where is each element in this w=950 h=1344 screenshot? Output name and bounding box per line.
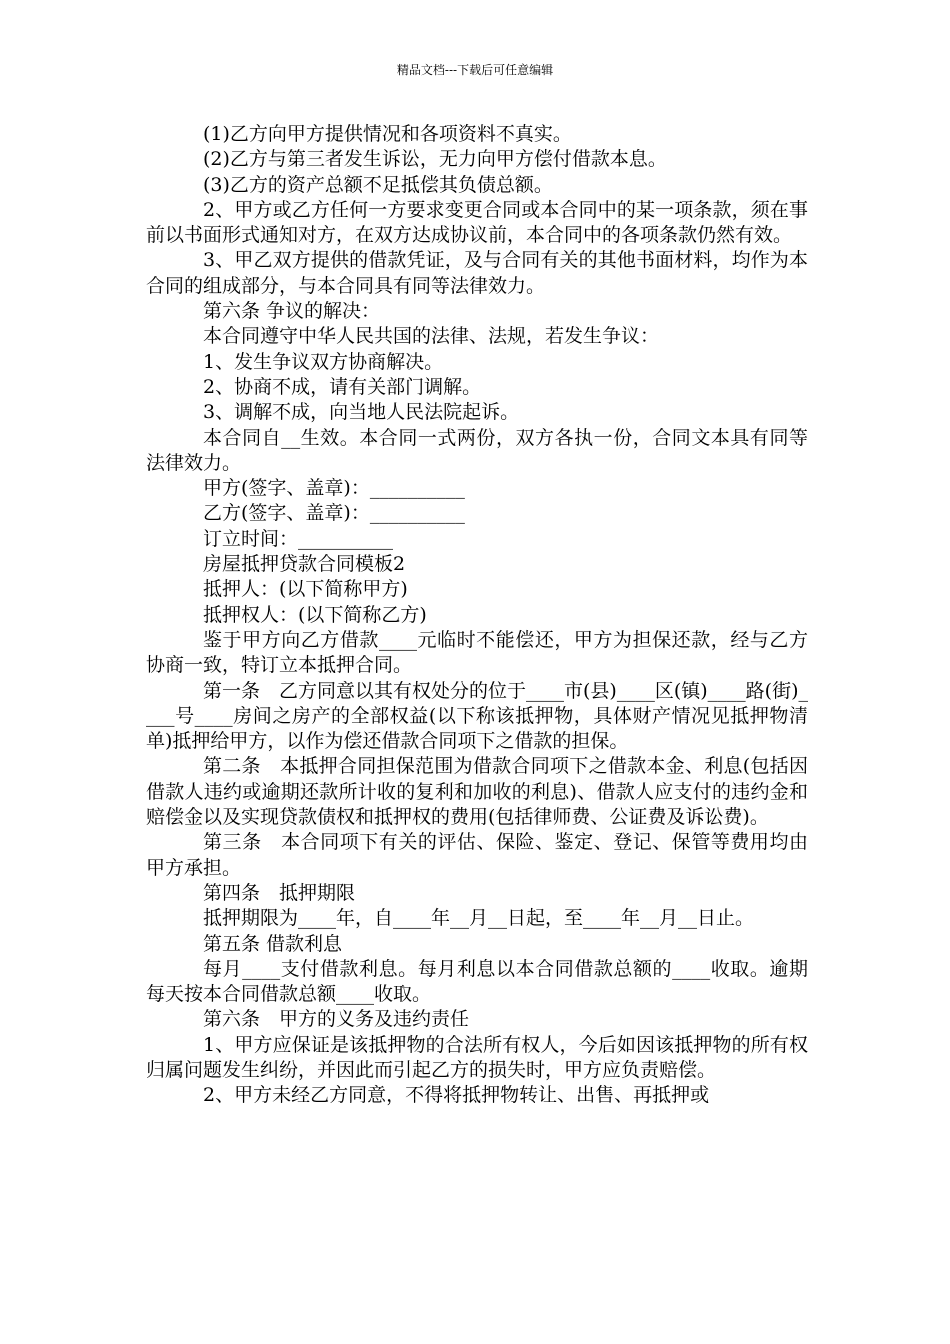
paragraph: (3)乙方的资产总额不足抵偿其负债总额。: [203, 173, 553, 196]
paragraph: 1、发生争议双方协商解决。: [203, 350, 444, 373]
section-heading: 第六条 甲方的义务及违约责任: [203, 1008, 470, 1031]
signature-line-party-a: 甲方(签字、盖章)：__________: [203, 477, 465, 500]
paragraph: 1、甲方应保证是该抵押物的合法所有权人，今后如因该抵押物的所有权归属问题发生纠纷，并因此而引起乙方的损失时，甲方应负责赔偿。: [146, 1033, 808, 1081]
paragraph: 第一条 乙方同意以其有权处分的位于____市(县)____区(镇)____路(街)____号____房间之房产的全部权益(以下称该抵押物，具体财产情况见抵押物清单)抵押给甲方，以作为偿还借款合同项下之借款的担保。: [146, 679, 808, 753]
page-header: 精品文档---下载后可任意编辑: [396, 63, 554, 77]
paragraph: 鉴于甲方向乙方借款____元临时不能偿还，甲方为担保还款，经与乙方协商一致，特订立本抵押合同。: [146, 628, 808, 677]
paragraph: (1)乙方向甲方提供情况和各项资料不真实。: [203, 123, 572, 145]
paragraph: 每月____支付借款利息。每月利息以本合同借款总额的____收取。逾期每天按本合同借款总额____收取。: [146, 957, 808, 1006]
paragraph: 抵押权人：(以下简称乙方): [203, 603, 427, 626]
date-line: 订立时间：__________: [203, 527, 394, 550]
paragraph: 2、甲方或乙方任何一方要求变更合同或本合同中的某一项条款，须在事前以书面形式通知对方，在双方达成协议前，本合同中的各项条款仍然有效。: [146, 198, 808, 247]
paragraph: (2)乙方与第三者发生诉讼，无力向甲方偿付借款本息。: [203, 148, 667, 171]
paragraph: 本合同遵守中华人民共国的法律、法规，若发生争议：: [203, 325, 660, 348]
paragraph: 第三条 本合同项下有关的评估、保险、鉴定、登记、保管等费用均由甲方承担。: [146, 831, 808, 879]
document-body: [146, 122, 808, 1109]
document-title: 房屋抵押贷款合同模板2: [203, 553, 406, 576]
paragraph: 3、甲乙双方提供的借款凭证，及与合同有关的其他书面材料，均作为本合同的组成部分，与本合同具有同等法律效力。: [146, 249, 808, 297]
paragraph: 第二条 本抵押合同担保范围为借款合同项下之借款本金、利息(包括因借款人违约或逾期还款所计收的复利和加收的利息)、借款人应支付的违约金和赔偿金以及实现贷款债权和抵押权的费用(包括律师费、公证费及诉讼费)。: [146, 755, 808, 829]
section-heading: 第六条 争议的解决：: [203, 300, 381, 323]
signature-line-party-b: 乙方(签字、盖章)：__________: [203, 502, 465, 525]
paragraph: 3、调解不成，向当地人民法院起诉。: [203, 401, 520, 424]
paragraph: 本合同自__生效。本合同一式两份，双方各执一份，合同文本具有同等法律效力。: [146, 426, 808, 474]
section-heading: 第五条 借款利息: [203, 932, 343, 955]
paragraph: 2、甲方未经乙方同意，不得将抵押物转让、出售、再抵押或: [203, 1084, 710, 1107]
section-heading: 第四条 抵押期限: [203, 881, 356, 904]
paragraph: 抵押期限为____年，自____年__月__日起，至____年__月__日止。: [203, 907, 755, 930]
paragraph: 2、协商不成，请有关部门调解。: [203, 375, 482, 398]
paragraph: 抵押人：(以下简称甲方): [203, 578, 408, 601]
